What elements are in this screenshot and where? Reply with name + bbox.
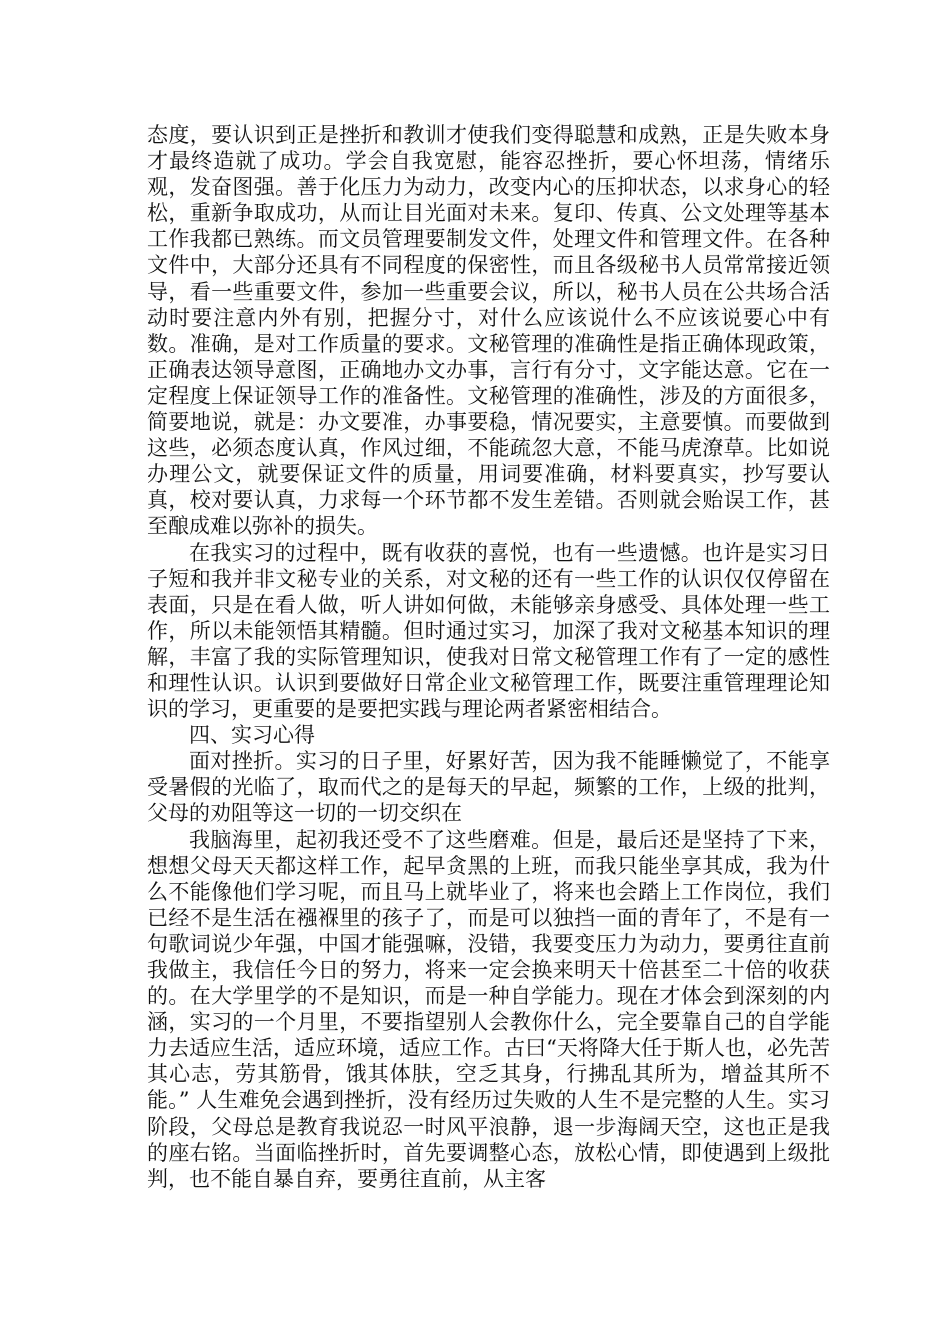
paragraph-4: 我脑海里，起初我还受不了这些磨难。但是，最后还是坚持了下来，想想父母天天都这样工作，起早贪黑的上班，而我只能坐享其成，我为什么不能像他们学习呢，而且马上就毕业了，将来也会踏上工作岗位，我们已经不是生活在襁褓里的孩子了，而是可以独挡一面的青年了，不是有一句歌词说少年强，中国才能强嘛，没错，我要变压力为动力，要勇往直前我做主，我信任今日的努力，将来一定会换来明天十倍甚至二十倍的收获的。在大学里学的不是知识，而是一种自学能力。现在才体会到深刻的内涵，实习的一个月里，不要指望别人会教你什么，完全要靠自己的自学能力去适应生活，适应环境，适应工作。古曰“天将降大任于斯人也，必先苦其心志，劳其筋骨，饿其体肤，空乏其身，行拂乱其所为，增益其所不能。” 人生难免会遇到挫折，没有经历过失败的人生不是完整的人生。实习阶段，父母总是教育我说忍一时风平浪静，退一步海阔天空，这也正是我的座右铭。当面临挫折时，首先要调整心态，放松心情，即使遇到上级批判，也不能自暴自弃，要勇往直前，从主客 [147,827,830,1191]
paragraph-1: 态度，要认识到正是挫折和教训才使我们变得聪慧和成熟，正是失败本身才最终造就了成功。学会自我宽慰，能容忍挫折，要心怀坦荡，情绪乐观，发奋图强。善于化压力为动力，改变内心的压抑状态，以求身心的轻松，重新争取成功，从而让目光面对未来。复印、传真、公文处理等基本工作我都已熟练。而文员管理要制发文件，处理文件和管理文件。在各种文件中，大部分还具有不同程度的保密性，而且各级秘书人员常常接近领导，看一些重要文件，参加一些重要会议，所以，秘书人员在公共场合活动时要注意内外有别，把握分寸，对什么应该说什么不应该说要心中有数。准确，是对工作质量的要求。文秘管理的准确性是指正确体现政策，正确表达领导意图，正确地办文办事，言行有分寸，文字能达意。它在一定程度上保证领导工作的准备性。文秘管理的准确性，涉及的方面很多，简要地说，就是：办文要准，办事要稳，情况要实，主意要慎。而要做到这些，必须态度认真，作风过细，不能疏忽大意，不能马虎潦草。比如说办理公文，就要保证文件的质量，用词要准确，材料要真实，抄写要认真，校对要认真，力求每一个环节都不发生差错。否则就会贻误工作，甚至酿成难以弥补的损失。 [147,123,830,539]
paragraph-3: 面对挫折。实习的日子里，好累好苦，因为我不能睡懒觉了，不能享受暑假的光临了，取而代之的是每天的早起，频繁的工作，上级的批判，父母的劝阻等这一切的一切交织在 [147,749,830,826]
section-heading: 四、实习心得 [189,723,315,748]
document-page [147,122,830,1192]
paragraph-2: 在我实习的过程中，既有收获的喜悦，也有一些遗憾。也许是实习日子短和我并非文秘专业的关系，对文秘的还有一些工作的认识仅仅停留在表面，只是在看人做，听人讲如何做，未能够亲身感受、具体处理一些工作，所以未能领悟其精髓。但时通过实习，加深了我对文秘基本知识的理解，丰富了我的实际管理知识，使我对日常文秘管理工作有了一定的感性和理性认识。认识到要做好日常企业文秘管理工作，既要注重管理理论知识的学习，更重要的是要把实践与理论两者紧密相结合。 [147,540,830,722]
